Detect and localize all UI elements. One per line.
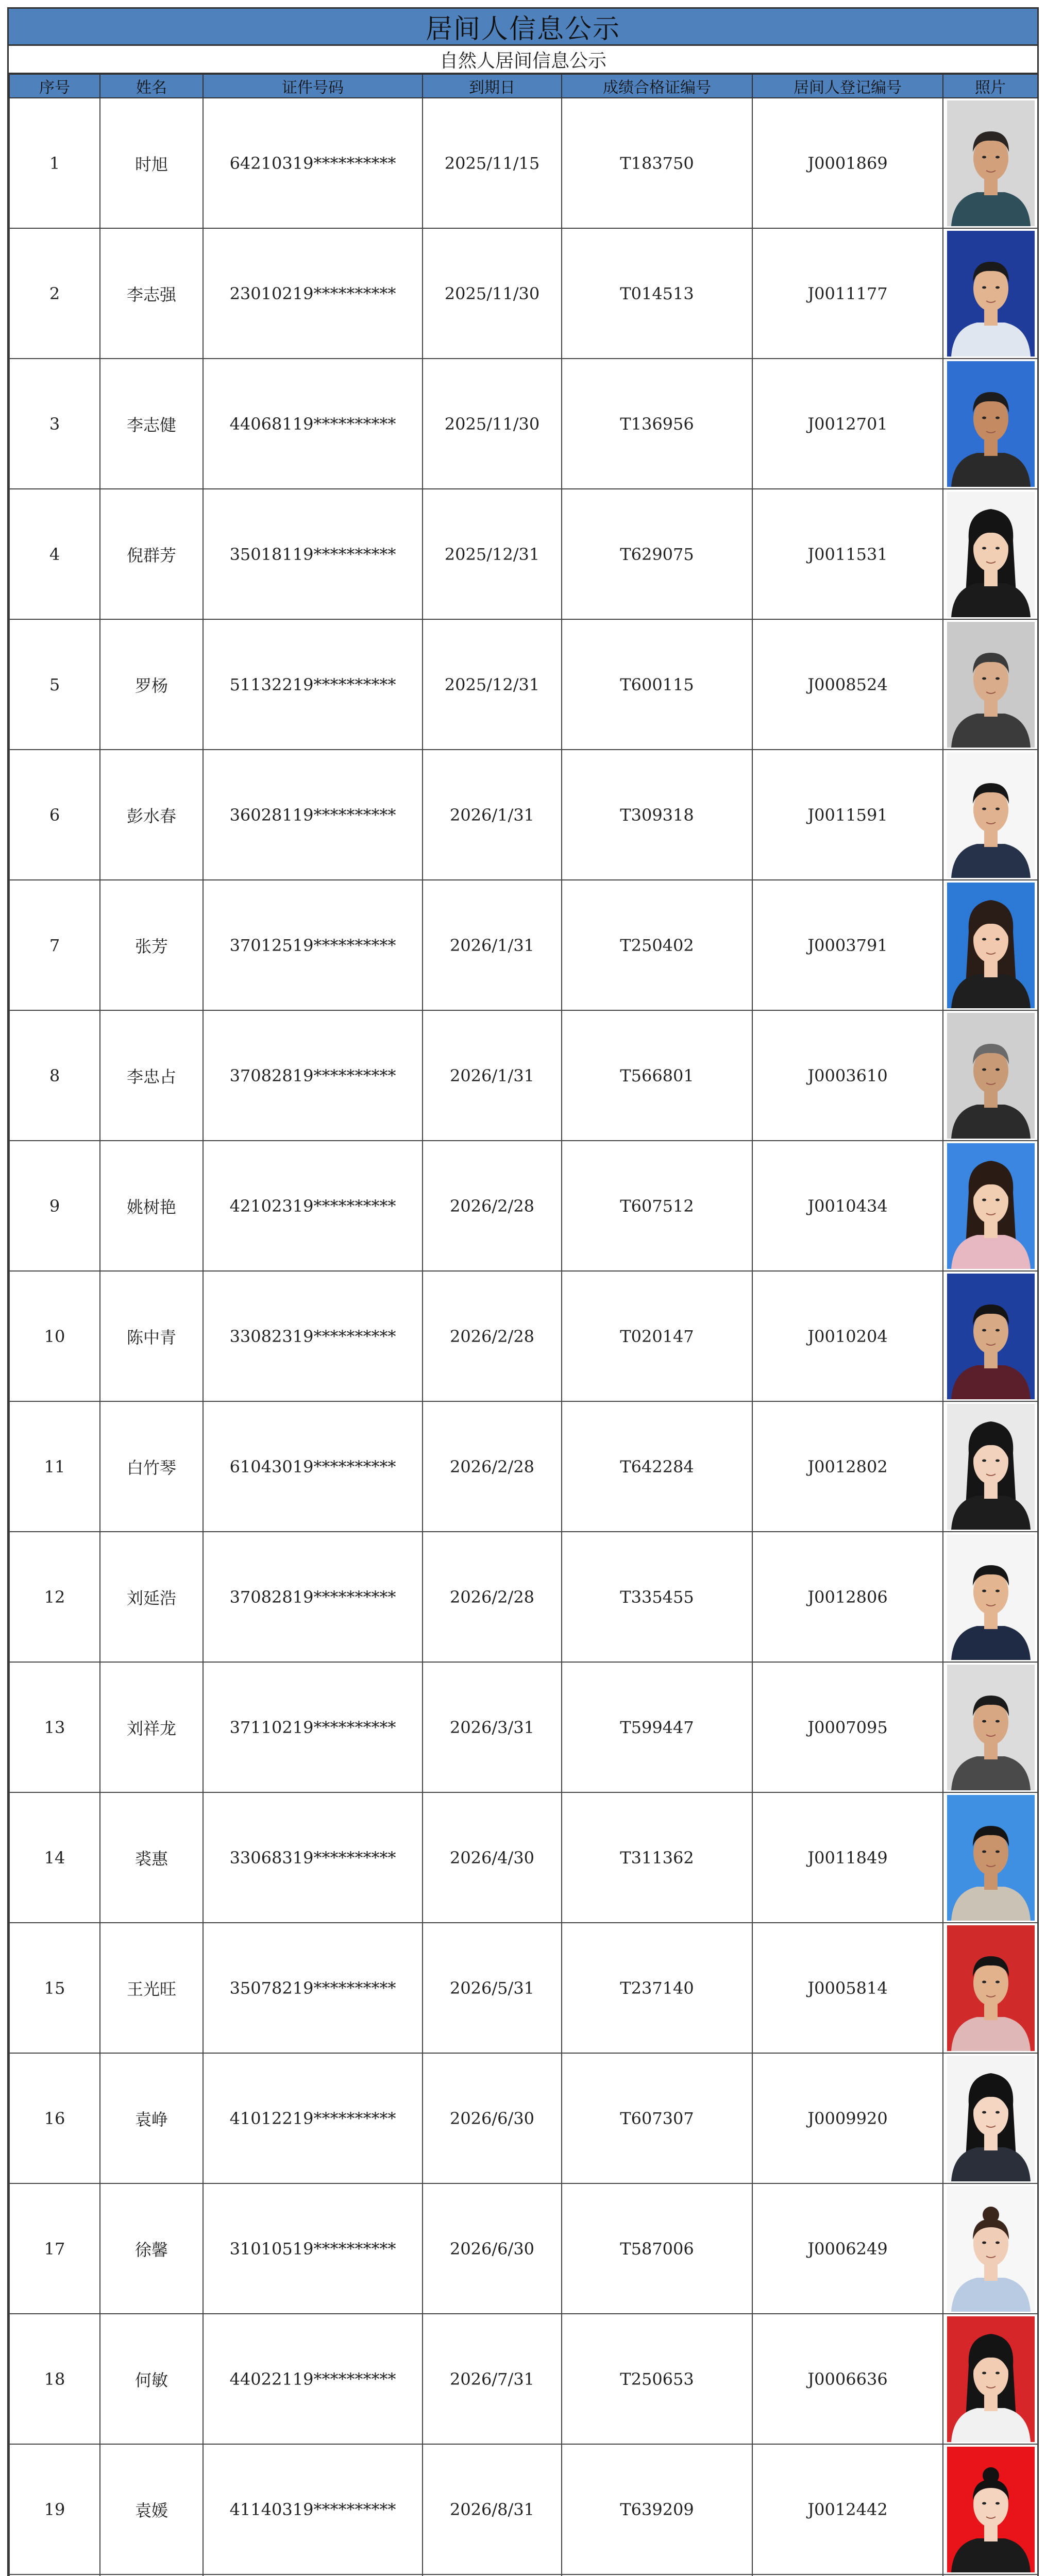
portrait-photo	[947, 361, 1035, 487]
cell-photo	[943, 1532, 1038, 1662]
cell-id-number: 36028119**********	[203, 750, 423, 880]
portrait-photo	[947, 231, 1035, 357]
cell-expiry: 2026/2/28	[423, 1271, 562, 1401]
cell-cert-number: T607512	[562, 1141, 752, 1271]
cell-id-number: 42102319**********	[203, 1141, 423, 1271]
cell-serial: 4	[9, 489, 100, 619]
cell-name: 李忠占	[100, 1010, 203, 1141]
cell-id-number: 44022119**********	[203, 2314, 423, 2444]
cell-photo	[943, 2183, 1038, 2314]
portrait-photo	[947, 1665, 1035, 1790]
portrait-photo	[947, 622, 1035, 748]
cell-serial: 16	[9, 2053, 100, 2183]
cell-registration-number: J0012442	[752, 2444, 943, 2574]
cell-registration-number: J0001869	[752, 98, 943, 228]
table-row	[9, 2444, 1038, 2574]
cell-serial: 18	[9, 2314, 100, 2444]
cell-expiry: 2026/8/31	[423, 2444, 562, 2574]
cell-expiry: 2026/6/30	[423, 2183, 562, 2314]
portrait-photo	[947, 1013, 1035, 1139]
page-subtitle: 自然人居间信息公示	[9, 46, 1037, 74]
cell-registration-number: J0010434	[752, 1141, 943, 1271]
cell-serial: 9	[9, 1141, 100, 1271]
cell-registration-number: J0011591	[752, 750, 943, 880]
portrait-photo	[947, 883, 1035, 1008]
cell-id-number: 35018119**********	[203, 489, 423, 619]
portrait-photo	[947, 2186, 1035, 2312]
cell-photo	[943, 1010, 1038, 1141]
portrait-photo	[947, 2056, 1035, 2181]
cell-name: 刘延浩	[100, 1532, 203, 1662]
cell-cert-number: T639209	[562, 2444, 752, 2574]
table-row	[9, 619, 1038, 750]
cell-photo	[943, 228, 1038, 359]
cell-name: 李志健	[100, 359, 203, 489]
cell-registration-number: J0003610	[752, 1010, 943, 1141]
cell-registration-number: J0011531	[752, 489, 943, 619]
cell-id-number: 61043019**********	[203, 1401, 423, 1532]
cell-id-number: 35078219**********	[203, 1923, 423, 2053]
table-row	[9, 1271, 1038, 1401]
cell-cert-number: T183750	[562, 98, 752, 228]
header-id-number: 证件号码	[203, 74, 423, 98]
portrait-photo	[947, 1534, 1035, 1660]
cell-cert-number: T566801	[562, 1010, 752, 1141]
cell-registration-number: J0012701	[752, 359, 943, 489]
cell-expiry: 2026/1/31	[423, 750, 562, 880]
cell-registration-number: J0012806	[752, 1532, 943, 1662]
cell-photo	[943, 619, 1038, 750]
cell-name: 张芳	[100, 880, 203, 1010]
cell-registration-number: J0011849	[752, 1792, 943, 1923]
cell-name: 陈中青	[100, 1271, 203, 1401]
cell-cert-number: T629075	[562, 489, 752, 619]
cell-serial: 13	[9, 1662, 100, 1792]
cell-name: 倪群芳	[100, 489, 203, 619]
cell-expiry: 2026/1/31	[423, 880, 562, 1010]
portrait-photo	[947, 2447, 1035, 2572]
cell-cert-number: T311362	[562, 1792, 752, 1923]
cell-cert-number: T237140	[562, 1923, 752, 2053]
portrait-photo	[947, 2316, 1035, 2442]
cell-name: 徐馨	[100, 2183, 203, 2314]
cell-expiry: 2026/5/31	[423, 1923, 562, 2053]
cell-cert-number: T600115	[562, 619, 752, 750]
portrait-photo	[947, 100, 1035, 226]
header-expiry: 到期日	[423, 74, 562, 98]
table-row	[9, 1923, 1038, 2053]
cell-name: 裘惠	[100, 1792, 203, 1923]
cell-expiry: 2026/2/28	[423, 1141, 562, 1271]
cell-expiry: 2026/6/30	[423, 2053, 562, 2183]
header-photo: 照片	[943, 74, 1038, 98]
cell-name: 李志强	[100, 228, 203, 359]
broker-table	[9, 74, 1038, 2576]
portrait-photo	[947, 1143, 1035, 1269]
table-row	[9, 1532, 1038, 1662]
cell-photo	[943, 1792, 1038, 1923]
portrait-photo	[947, 492, 1035, 617]
cell-serial: 3	[9, 359, 100, 489]
table-row	[9, 2053, 1038, 2183]
cell-expiry: 2026/2/28	[423, 1401, 562, 1532]
cell-name: 袁媛	[100, 2444, 203, 2574]
cell-photo	[943, 489, 1038, 619]
page-title: 居间人信息公示	[9, 9, 1037, 46]
table-row	[9, 489, 1038, 619]
table-row	[9, 228, 1038, 359]
cell-cert-number: T309318	[562, 750, 752, 880]
cell-photo	[943, 1271, 1038, 1401]
cell-cert-number: T335455	[562, 1532, 752, 1662]
cell-id-number: 41012219**********	[203, 2053, 423, 2183]
cell-registration-number: J0005814	[752, 1923, 943, 2053]
cell-id-number: 64210319**********	[203, 98, 423, 228]
portrait-photo	[947, 1795, 1035, 1921]
cell-id-number: 37110219**********	[203, 1662, 423, 1792]
cell-expiry: 2026/3/31	[423, 1662, 562, 1792]
cell-photo	[943, 1401, 1038, 1532]
cell-expiry: 2026/1/31	[423, 1010, 562, 1141]
cell-name: 姚树艳	[100, 1141, 203, 1271]
cell-registration-number: J0012802	[752, 1401, 943, 1532]
cell-cert-number: T250402	[562, 880, 752, 1010]
header-registration-number: 居间人登记编号	[752, 74, 943, 98]
cell-expiry: 2026/2/28	[423, 1532, 562, 1662]
cell-serial: 14	[9, 1792, 100, 1923]
table-header-row	[9, 74, 1038, 98]
cell-registration-number: J0011177	[752, 228, 943, 359]
cell-photo	[943, 98, 1038, 228]
cell-id-number: 31010519**********	[203, 2183, 423, 2314]
table-row	[9, 359, 1038, 489]
cell-id-number: 37082819**********	[203, 1010, 423, 1141]
cell-registration-number: J0009920	[752, 2053, 943, 2183]
header-serial: 序号	[9, 74, 100, 98]
table-row	[9, 1662, 1038, 1792]
portrait-photo	[947, 1404, 1035, 1530]
cell-photo	[943, 1923, 1038, 2053]
cell-expiry: 2026/4/30	[423, 1792, 562, 1923]
table-row	[9, 1401, 1038, 1532]
cell-expiry: 2025/11/30	[423, 228, 562, 359]
cell-registration-number: J0006249	[752, 2183, 943, 2314]
table-row	[9, 98, 1038, 228]
cell-cert-number: T587006	[562, 2183, 752, 2314]
cell-serial: 11	[9, 1401, 100, 1532]
cell-cert-number: T607307	[562, 2053, 752, 2183]
cell-photo	[943, 2444, 1038, 2574]
portrait-photo	[947, 752, 1035, 878]
cell-serial: 6	[9, 750, 100, 880]
cell-registration-number: J0010204	[752, 1271, 943, 1401]
cell-serial: 17	[9, 2183, 100, 2314]
cell-serial: 2	[9, 228, 100, 359]
table-row	[9, 750, 1038, 880]
cell-serial: 5	[9, 619, 100, 750]
cell-name: 袁峥	[100, 2053, 203, 2183]
cell-registration-number: J0006636	[752, 2314, 943, 2444]
table-row	[9, 1792, 1038, 1923]
cell-photo	[943, 2314, 1038, 2444]
cell-id-number: 37082819**********	[203, 1532, 423, 1662]
cell-photo	[943, 1141, 1038, 1271]
cell-expiry: 2026/7/31	[423, 2314, 562, 2444]
cell-serial: 8	[9, 1010, 100, 1141]
portrait-photo	[947, 1274, 1035, 1399]
cell-cert-number: T642284	[562, 1401, 752, 1532]
cell-serial: 15	[9, 1923, 100, 2053]
table-row	[9, 2314, 1038, 2444]
table-row	[9, 1010, 1038, 1141]
cell-cert-number: T250653	[562, 2314, 752, 2444]
cell-expiry: 2025/12/31	[423, 619, 562, 750]
cell-name: 白竹琴	[100, 1401, 203, 1532]
cell-expiry: 2025/12/31	[423, 489, 562, 619]
cell-photo	[943, 880, 1038, 1010]
cell-cert-number: T136956	[562, 359, 752, 489]
cell-name: 刘祥龙	[100, 1662, 203, 1792]
cell-id-number: 37012519**********	[203, 880, 423, 1010]
cell-id-number: 44068119**********	[203, 359, 423, 489]
cell-cert-number: T014513	[562, 228, 752, 359]
cell-name: 王光旺	[100, 1923, 203, 2053]
cell-cert-number: T020147	[562, 1271, 752, 1401]
cell-expiry: 2025/11/30	[423, 359, 562, 489]
cell-name: 彭水春	[100, 750, 203, 880]
cell-name: 时旭	[100, 98, 203, 228]
table-row	[9, 880, 1038, 1010]
portrait-photo	[947, 1925, 1035, 2051]
cell-registration-number: J0003791	[752, 880, 943, 1010]
cell-serial: 19	[9, 2444, 100, 2574]
cell-serial: 7	[9, 880, 100, 1010]
cell-id-number: 51132219**********	[203, 619, 423, 750]
header-name: 姓名	[100, 74, 203, 98]
cell-photo	[943, 2053, 1038, 2183]
cell-name: 罗杨	[100, 619, 203, 750]
cell-serial: 12	[9, 1532, 100, 1662]
notice-sheet	[7, 7, 1039, 2576]
cell-photo	[943, 750, 1038, 880]
cell-cert-number: T599447	[562, 1662, 752, 1792]
cell-id-number: 33082319**********	[203, 1271, 423, 1401]
cell-photo	[943, 1662, 1038, 1792]
table-row	[9, 2183, 1038, 2314]
cell-serial: 1	[9, 98, 100, 228]
cell-id-number: 23010219**********	[203, 228, 423, 359]
cell-name: 何敏	[100, 2314, 203, 2444]
cell-registration-number: J0007095	[752, 1662, 943, 1792]
cell-serial: 10	[9, 1271, 100, 1401]
cell-expiry: 2025/11/15	[423, 98, 562, 228]
cell-registration-number: J0008524	[752, 619, 943, 750]
table-row	[9, 1141, 1038, 1271]
header-cert-number: 成绩合格证编号	[562, 74, 752, 98]
cell-id-number: 41140319**********	[203, 2444, 423, 2574]
cell-photo	[943, 359, 1038, 489]
cell-id-number: 33068319**********	[203, 1792, 423, 1923]
